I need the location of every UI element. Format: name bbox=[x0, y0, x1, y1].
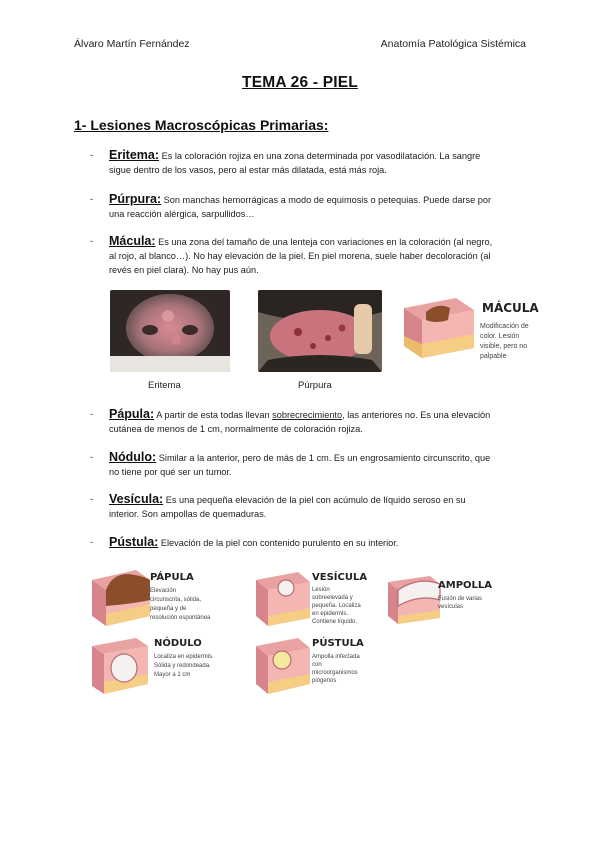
papula-label: PÁPULA bbox=[150, 572, 194, 583]
svg-text:Localiza en epidermis.: Localiza en epidermis. bbox=[154, 654, 214, 660]
ampolla-label: AMPOLLA bbox=[438, 580, 493, 591]
svg-text:color. Lesión: color. Lesión bbox=[480, 333, 520, 340]
svg-text:Sólida y redondeada.: Sólida y redondeada. bbox=[154, 663, 211, 669]
nodulo-label: NÓDULO bbox=[154, 638, 202, 649]
pustula-illustration bbox=[254, 634, 384, 700]
purpura-photo bbox=[258, 290, 382, 372]
svg-text:con: con bbox=[312, 662, 322, 668]
svg-text:Elevación: Elevación bbox=[150, 588, 177, 594]
term-vesicula: Vesícula: bbox=[109, 492, 164, 506]
caption-purpura: Púrpura bbox=[298, 380, 332, 391]
term-papula: Pápula: bbox=[109, 407, 155, 421]
entry-eritema: - Eritema: Es la coloración rojiza en una zona determinada por vasodilatación. La sangre sigue dentro de los vasos, pero al estar más dilatada, está más roja. bbox=[90, 148, 481, 175]
svg-text:palpable: palpable bbox=[480, 353, 507, 360]
papula-illustration bbox=[88, 566, 248, 632]
entry-vesicula: - Vesícula: Es una pequeña elevación de la piel con acúmulo de líquido seroso en su interior. Son ampollas de quemaduras. bbox=[90, 492, 466, 519]
entry-papula: - Pápula: A partir de esta todas llevan sobrecrecimiento, las anteriores no. Es una elevación cutánea de menos de 1 cm, normalmente de coloración rojiza. bbox=[90, 407, 491, 434]
svg-text:circunscrita, sólida,: circunscrita, sólida, bbox=[150, 597, 202, 603]
svg-text:Ampolla infectada: Ampolla infectada bbox=[312, 654, 360, 660]
svg-text:resolución espontánea: resolución espontánea bbox=[150, 615, 211, 621]
svg-text:visible, pero no: visible, pero no bbox=[480, 343, 528, 350]
term-purpura: Púrpura: bbox=[109, 192, 162, 206]
svg-text:vesículas: vesículas bbox=[438, 604, 464, 610]
term-macula: Mácula: bbox=[109, 234, 156, 248]
term-pustula: Pústula: bbox=[109, 535, 159, 549]
header-subject: Anatomía Patológica Sistémica bbox=[380, 38, 526, 50]
vesicula-illustration bbox=[254, 566, 384, 636]
ampolla-illustration bbox=[386, 572, 516, 632]
macula-illustration bbox=[398, 292, 558, 372]
svg-text:microorganismos: microorganismos bbox=[312, 670, 358, 676]
entry-pustula: - Pústula: Elevación de la piel con contenido purulento en su interior. bbox=[90, 535, 399, 549]
entry-nodulo: - Nódulo: Similar a la anterior, pero de más de 1 cm. Es un engrosamiento circunscrito, que no tiene por qué ser un tumor. bbox=[90, 450, 491, 477]
svg-text:Contiene líquido.: Contiene líquido. bbox=[312, 619, 358, 625]
svg-text:pequeña y de: pequeña y de bbox=[150, 606, 187, 612]
pustula-label: PÚSTULA bbox=[312, 638, 364, 649]
nodulo-illustration bbox=[88, 634, 248, 698]
eritema-photo bbox=[110, 290, 230, 372]
svg-text:Mayor a 1 cm: Mayor a 1 cm bbox=[154, 672, 191, 678]
entry-purpura: - Púrpura: Son manchas hemorrágicas a modo de equimosis o petequias. Puede darse por una reacción alérgica, sarpullidos… bbox=[90, 192, 492, 219]
svg-text:en epidermis.: en epidermis. bbox=[312, 611, 349, 617]
entry-macula: - Mácula: Es una zona del tamaño de una lenteja con variaciones en la coloración (al negro, al rojo, al blanco…). No hay elevación de la piel. En piel morena, suele haber decoloración (al revés en piel clara). No hay pus aún. bbox=[90, 234, 493, 275]
caption-eritema: Eritema bbox=[148, 380, 181, 391]
svg-text:Lesión: Lesión bbox=[312, 587, 330, 593]
section-title: 1- Lesiones Macroscópicas Primarias: bbox=[74, 117, 329, 133]
svg-text:Fusión de varias: Fusión de varias bbox=[438, 596, 483, 602]
header-author: Álvaro Martín Fernández bbox=[74, 38, 190, 50]
svg-text:Modificación de: Modificación de bbox=[480, 323, 529, 330]
macula-label: MÁCULA bbox=[482, 301, 539, 315]
term-eritema: Eritema: bbox=[109, 148, 160, 162]
svg-text:piógenos: piógenos bbox=[312, 678, 337, 684]
vesicula-label: VESÍCULA bbox=[312, 572, 368, 583]
term-nodulo: Nódulo: bbox=[109, 450, 157, 464]
page-title: TEMA 26 - PIEL bbox=[242, 74, 358, 91]
svg-text:sobreelevada y: sobreelevada y bbox=[312, 595, 353, 601]
svg-text:pequeña. Localiza: pequeña. Localiza bbox=[312, 603, 361, 609]
